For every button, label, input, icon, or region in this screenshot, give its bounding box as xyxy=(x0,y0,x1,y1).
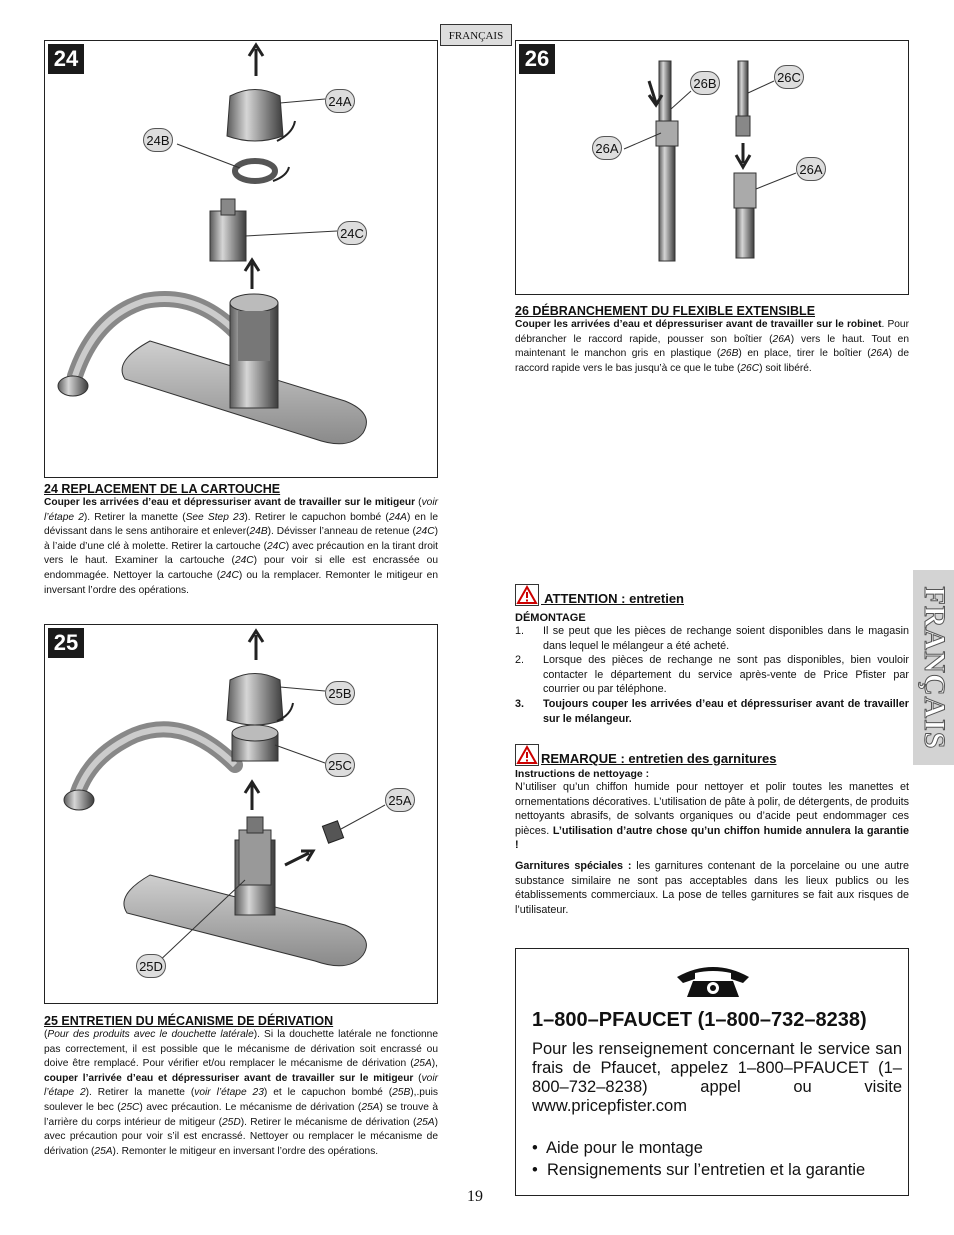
callout-25c: 25C xyxy=(325,753,355,777)
section-25-title: 25 ENTRETIEN DU MÉCANISME DE DÉRIVATION xyxy=(44,1014,334,1028)
attention-block xyxy=(515,584,909,726)
page-number: 19 xyxy=(467,1188,483,1205)
bullet-list xyxy=(532,1137,865,1181)
callout-26a-right: 26A xyxy=(796,157,826,181)
section-24 xyxy=(44,482,438,598)
section-26-body: Couper les arrivées d’eau et dépressuriser avant de travailler sur le robinet. Pour débrancher le raccord rapide, pousser son boîtier (26A) vers le haut. Tout en maintenant le manchon gris en plastique (26B) en place, tirer le boîtier (26A) de raccord rapide vers le bas jusqu’à ce que le tube (26C) soit libéré. xyxy=(515,319,910,374)
faucet-diverter-illustration xyxy=(45,625,437,1003)
language-tag: FRANÇAIS xyxy=(440,24,512,46)
section-24-title: 24 REPLACEMENT DE LA CARTOUCHE xyxy=(44,482,281,496)
figure-24 xyxy=(44,40,438,478)
contact-text: Pour les renseignement concernant le service san frais de Pfaucet, appelez 1–800–PFAUCET (1–800–732–8238) appel ou visite www.pricepfister.com xyxy=(532,1040,902,1115)
remarque-title: REMARQUE : entretien des garnitures xyxy=(541,751,777,766)
special-finishes-body: Garnitures spéciales : les garnitures contenant de la porcelaine ou une autre substance similaire ne sont pas acceptables dans les lieux publics ou les établissements commerciaux. La pose de telles garnitures se fait aux risques de l’utilisateur. xyxy=(515,859,909,916)
remarque-block xyxy=(515,744,909,917)
list-item: 3. Toujours couper les arrivées d’eau et dépressuriser avant de travailler sur le mélangeur. xyxy=(515,697,909,725)
section-25 xyxy=(44,1014,438,1159)
phone-number: 1–800–PFAUCET (1–800–732–8238) xyxy=(532,1009,867,1031)
callout-24b: 24B xyxy=(143,128,173,152)
figure-number: 24 xyxy=(48,44,84,74)
telephone-icon xyxy=(673,963,753,999)
list-item: 1. Il se peut que les pièces de rechange soient disponibles dans le magasin dans lequel le mélangeur a été acheté. xyxy=(515,625,909,652)
callout-26a-left: 26A xyxy=(592,136,622,160)
cleaning-instructions-body: N’utiliser qu’un chiffon humide pour nettoyer et polir toutes les manettes et ornementations décoratives. L’utilisation de pâte à polir, de détergents, de produits nettoyants abrasifs, de solvants organiques ou d’acide peut endommager ces pièces. L’utilisation d’autre chose qu’un chiffon humide annulera la garantie ! xyxy=(515,781,909,852)
section-26-title: 26 DÉBRANCHEMENT DU FLEXIBLE EXTENSIBLE xyxy=(515,304,816,318)
contact-box xyxy=(515,948,909,1196)
cleaning-instructions-title: Instructions de nettoyage : xyxy=(515,768,650,780)
callout-24c: 24C xyxy=(337,221,367,245)
callout-25a: 25A xyxy=(385,788,415,812)
warning-icon xyxy=(515,744,539,766)
section-25-body: (Pour des produits avec le douchette latérale). Si la douchette latérale ne fonctionne pas correctement, il est possible que le mécanisme de dérivation soit encrassé ou doive être remplacé. Pour vérifier et/ou remplacer le mécanisme de dérivation (25A), couper l’arrivée d’eau et dépressuriser avant de travailler sur le mitigeur (voir l’étape 2). Retirer la manette (voir l’étape 23) et le capuchon bombé (25B),.puis soulever le bec (25C) avec précaution. Le mécanisme de dérivation (25A) se trouve à l’arrière du corps intérieur de mitigeur (25D). Retirer le mécanisme de dérivation (25A) avec précaution pour voir s’il est encrassé. Nettoyer ou remplacer le mécanisme de dérivation (25A). Remonter le mitigeur en inversant l’ordre des opérations. xyxy=(44,1029,439,1157)
language-side-tab xyxy=(913,570,954,765)
side-tab-label: FRANÇAIS xyxy=(917,585,951,750)
remarque-heading xyxy=(515,744,909,768)
figure-number: 25 xyxy=(48,628,84,658)
list-item: 2. Lorsque des pièces de rechange ne sont pas disponibles, bien vouloir contacter le département du service après-vente de Price Pfister par courrier ou par téléphone. xyxy=(515,654,909,696)
callout-24a: 24A xyxy=(325,89,355,113)
attention-subtitle: DÉMONTAGE xyxy=(515,612,586,624)
figure-25 xyxy=(44,624,438,1004)
attention-title: ATTENTION : entretien xyxy=(541,591,684,606)
figure-number: 26 xyxy=(519,44,555,74)
figure-26 xyxy=(515,40,909,295)
section-24-body: Couper les arrivées d’eau et dépressuriser avant de travailler sur le mitigeur (voir l’étape 2). Retirer la manette (See Step 23). Retirer le capuchon bombé (24A) en le dévissant dans le sens antihoraire et enlever(24B). Dévisser l’anneau de retenue (24C) à l’aide d’une clé à molette. Retirer la cartouche (24C) avec précaution en la tirant droit vers le haut. Examiner la cartouche (24C) pour voir si elle est encrassée ou endommagée. Nettoyer la cartouche (24C) ou la remplacer. Remonter le mitigeur en inversant l’ordre des opérations. xyxy=(44,497,439,596)
callout-25b: 25B xyxy=(325,681,355,705)
section-26 xyxy=(515,304,909,376)
warning-icon xyxy=(515,584,539,606)
attention-heading xyxy=(515,584,909,608)
callout-25d: 25D xyxy=(136,954,166,978)
list-item: • Rensignements sur l’entretien et la garantie xyxy=(532,1161,866,1179)
callout-26b: 26B xyxy=(690,71,720,95)
faucet-cartridge-illustration xyxy=(45,41,437,477)
callout-26c: 26C xyxy=(774,65,804,89)
list-item: • Aide pour le montage xyxy=(532,1139,703,1157)
